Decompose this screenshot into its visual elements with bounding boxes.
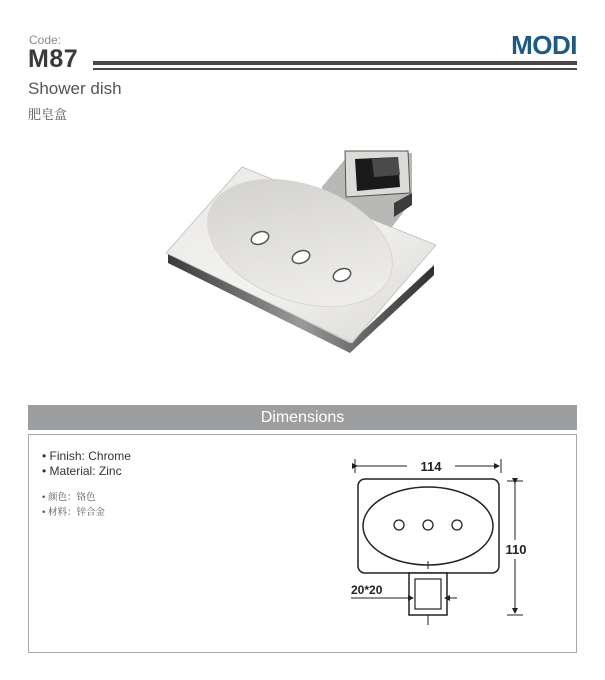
product-title-en: Shower dish — [28, 79, 122, 98]
bullet: • — [42, 507, 46, 518]
code-label: Code: — [29, 33, 62, 47]
product-code: M87 — [28, 45, 79, 73]
brand-logo: MODI — [511, 30, 577, 60]
bullet: • — [42, 492, 46, 503]
spec-material-zh-text: 材料：锌合金 — [47, 507, 105, 518]
product-title-zh: 肥皂盒 — [28, 107, 68, 122]
spec-color-zh — [42, 489, 95, 503]
spec-material-text: Material: Zinc — [49, 464, 122, 478]
height-value: 110 — [505, 542, 527, 557]
spec-material — [42, 464, 122, 478]
spec-finish-text: Finish: Chrome — [49, 449, 131, 463]
bullet: • — [42, 464, 47, 478]
technical-drawing — [345, 455, 535, 630]
bullet: • — [42, 449, 47, 463]
spec-finish — [42, 449, 131, 463]
dimensions-header: Dimensions — [28, 405, 577, 430]
width-value: 114 — [420, 459, 442, 474]
header-rule-thin — [93, 68, 577, 70]
spec-material-zh — [42, 504, 105, 518]
soap-dish-image — [160, 145, 450, 355]
mount-value: 20*20 — [351, 583, 383, 597]
spec-color-zh-text: 颜色：铬色 — [47, 492, 96, 503]
header-rule-thick — [93, 61, 577, 65]
